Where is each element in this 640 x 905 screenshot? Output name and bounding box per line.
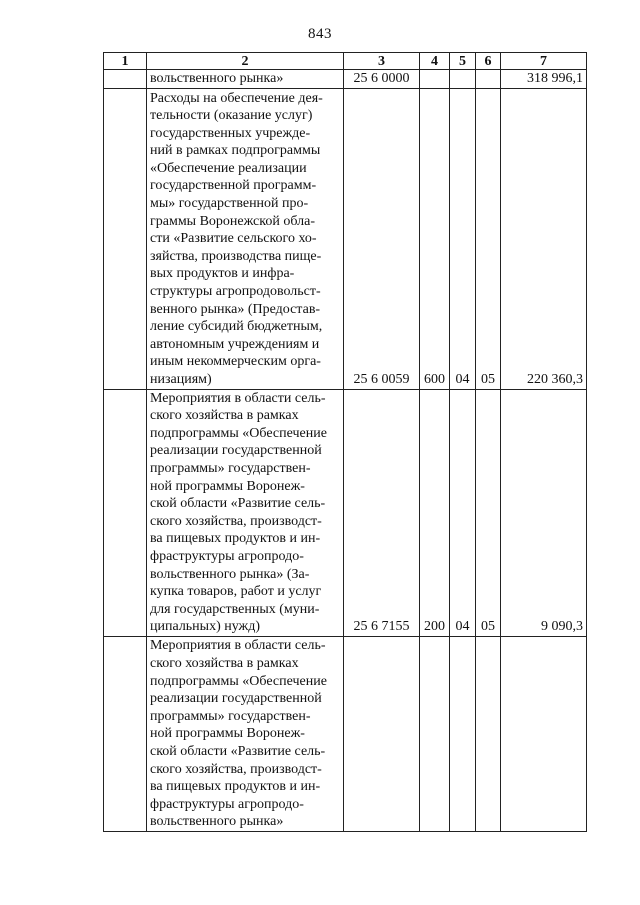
cell-section: 04 [450, 389, 476, 636]
table-row [104, 88, 587, 389]
cell-code: 25 6 7155 [344, 389, 420, 636]
cell-amount: 318 996,1 [501, 70, 587, 89]
page-number: 843 [308, 26, 332, 42]
cell-subsection [476, 636, 501, 831]
header-col-3: 3 [344, 53, 420, 70]
cell-number [104, 636, 147, 831]
cell-expense-type [420, 636, 450, 831]
cell-code: 25 6 0000 [344, 70, 420, 89]
cell-section [450, 636, 476, 831]
cell-code: 25 6 0059 [344, 88, 420, 389]
table-row [104, 389, 587, 636]
cell-expense-type: 200 [420, 389, 450, 636]
table-row [104, 70, 587, 89]
cell-name: Расходы на обеспечение дея- тельности (оказание услуг) государственных учрежде- ний в рамках подпрограммы «Обеспечение реализации государственной программ- мы» государственной про- граммы Воронежской обла- сти «Развитие сельского хо- зяйства, производства пище- вых продуктов и инфра- структуры агропродовольст- венного рынка» (Предостав- ление субсидий бюджетным, автономным учреждениям и иным некоммерческим орга- низациям) [147, 88, 344, 389]
cell-amount [501, 636, 587, 831]
cell-section: 04 [450, 88, 476, 389]
header-col-5: 5 [450, 53, 476, 70]
cell-subsection [476, 70, 501, 89]
cell-number [104, 389, 147, 636]
table-header-row [104, 53, 587, 70]
cell-subsection: 05 [476, 88, 501, 389]
cell-code [344, 636, 420, 831]
header-col-1: 1 [104, 53, 147, 70]
cell-name: Мероприятия в области сель- ского хозяйства в рамках подпрограммы «Обеспечение реализации государственной программы» государствен- ной программы Воронеж- ской области «Развитие сель- ского хозяйства, производст- ва пищевых продуктов и ин- фраструктуры агропродо- вольственного рынка» (За- купка товаров, работ и услуг для государственных (муни- ципальных) нужд) [147, 389, 344, 636]
cell-subsection: 05 [476, 389, 501, 636]
table-row [104, 636, 587, 831]
header-col-6: 6 [476, 53, 501, 70]
cell-number [104, 70, 147, 89]
cell-expense-type [420, 70, 450, 89]
cell-section [450, 70, 476, 89]
header-col-4: 4 [420, 53, 450, 70]
cell-name: вольственного рынка» [147, 70, 344, 89]
budget-table [103, 52, 587, 832]
cell-name: Мероприятия в области сель- ского хозяйства в рамках подпрограммы «Обеспечение реализации государственной программы» государствен- ной программы Воронеж- ской области «Развитие сель- ского хозяйства, производст- ва пищевых продуктов и ин- фраструктуры агропродо- вольственного рынка» [147, 636, 344, 831]
header-col-2: 2 [147, 53, 344, 70]
cell-expense-type: 600 [420, 88, 450, 389]
cell-amount: 9 090,3 [501, 389, 587, 636]
header-col-7: 7 [501, 53, 587, 70]
cell-amount: 220 360,3 [501, 88, 587, 389]
cell-number [104, 88, 147, 389]
